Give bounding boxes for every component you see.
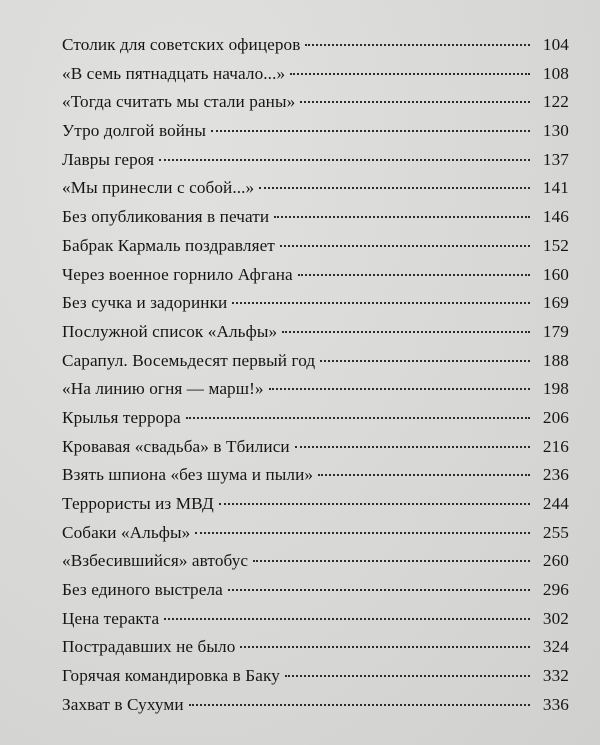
toc-entry-page: 236	[542, 465, 569, 485]
dot-leader	[290, 73, 530, 75]
dot-leader	[274, 216, 530, 218]
toc-entry-title: Цена теракта	[62, 608, 160, 628]
toc-entry-title: «На линию огня — марш!»	[62, 379, 264, 399]
dot-leader	[195, 532, 530, 534]
toc-entry	[62, 289, 569, 318]
toc-entry-page: 336	[542, 694, 569, 714]
toc-entry	[62, 633, 569, 662]
toc-entry-title: Столик для советских офицеров	[62, 35, 301, 54]
toc-entry-page: 302	[542, 608, 569, 628]
toc-entry	[62, 232, 569, 261]
table-of-contents	[62, 31, 569, 720]
dot-leader	[189, 704, 530, 706]
toc-entry-page: 332	[542, 666, 569, 686]
toc-entry-title: Кровавая «свадьба» в Тбилиси	[62, 436, 290, 456]
toc-entry-title: Горячая командировка в Баку	[62, 666, 280, 686]
toc-entry	[62, 605, 569, 634]
toc-entry-page: 255	[542, 522, 569, 542]
toc-entry-title: Захват в Сухуми	[62, 694, 184, 714]
toc-entry-title: Через военное горнило Афгана	[62, 264, 293, 284]
toc-entry-title: Взять шпиона «без шума и пыли»	[62, 465, 314, 485]
dot-leader	[285, 675, 530, 677]
dot-leader	[282, 331, 530, 333]
dot-leader	[300, 101, 530, 103]
toc-entry	[62, 347, 569, 376]
toc-entry-title: Без единого выстрела	[62, 580, 223, 600]
dot-leader	[159, 159, 530, 161]
toc-entry-title: Без опубликования в печати	[62, 207, 270, 227]
dot-leader	[259, 187, 530, 189]
toc-entry-page: 206	[542, 407, 569, 427]
toc-entry-page: 160	[542, 264, 569, 284]
toc-entry-page: 137	[542, 149, 569, 169]
dot-leader	[269, 388, 530, 390]
toc-entry-page: 169	[542, 293, 569, 313]
toc-entry-title: Послужной список «Альфы»	[62, 321, 278, 341]
toc-entry	[62, 691, 569, 720]
toc-entry-title: Без сучка и задоринки	[62, 293, 228, 313]
toc-entry-page: 188	[542, 350, 569, 370]
toc-entry-title: Утро долгой войны	[62, 121, 207, 141]
toc-entry	[62, 31, 569, 60]
toc-entry-title: Пострадавших не было	[62, 637, 236, 657]
toc-entry	[62, 547, 569, 576]
toc-entry	[62, 88, 569, 117]
toc-entry-title: Террористы из МВД	[62, 494, 214, 513]
dot-leader	[240, 646, 530, 648]
dot-leader	[228, 589, 530, 591]
toc-entry	[62, 433, 569, 462]
toc-entry-page: 152	[542, 235, 569, 255]
toc-entry-page: 122	[542, 92, 569, 112]
toc-entry	[62, 318, 569, 347]
toc-entry	[62, 576, 569, 605]
dot-leader	[186, 417, 530, 419]
toc-entry	[62, 146, 569, 175]
dot-leader	[295, 446, 530, 448]
toc-entry	[62, 404, 569, 433]
toc-entry-title: «Взбесившийся» автобус	[62, 551, 249, 571]
dot-leader	[280, 245, 530, 247]
dot-leader	[298, 274, 530, 276]
toc-entry-title: «В семь пятнадцать начало...»	[62, 63, 286, 83]
dot-leader	[318, 474, 530, 476]
toc-entry-page: 216	[542, 436, 569, 456]
toc-entry-page: 260	[542, 551, 569, 571]
toc-entry	[62, 461, 569, 490]
dot-leader	[305, 44, 530, 46]
toc-entry-title: «Тогда считать мы стали раны»	[62, 92, 296, 112]
toc-entry-page: 198	[542, 379, 569, 399]
toc-entry-page: 141	[542, 178, 569, 198]
dot-leader	[253, 560, 530, 562]
toc-entry	[62, 60, 569, 89]
toc-entry-page: 324	[542, 637, 569, 657]
toc-entry	[62, 519, 569, 548]
toc-entry-page: 130	[542, 121, 569, 141]
toc-entry-page: 179	[542, 321, 569, 341]
toc-entry-page: 104	[542, 35, 569, 54]
toc-entry	[62, 203, 569, 232]
toc-entry-title: Крылья террора	[62, 407, 181, 427]
dot-leader	[320, 360, 530, 362]
dot-leader	[232, 302, 530, 304]
toc-entry-page: 296	[542, 580, 569, 600]
dot-leader	[219, 503, 530, 505]
toc-entry-title: «Мы принесли с собой...»	[62, 178, 255, 198]
toc-entry	[62, 261, 569, 290]
toc-entry	[62, 662, 569, 691]
toc-entry-page: 108	[542, 63, 569, 83]
dot-leader	[164, 618, 530, 620]
toc-entry-title: Бабрак Кармаль поздравляет	[62, 235, 275, 255]
toc-entry-page: 146	[542, 207, 569, 227]
toc-entry	[62, 490, 569, 519]
dot-leader	[211, 130, 530, 132]
toc-entry-title: Собаки «Альфы»	[62, 522, 191, 542]
toc-entry-title: Сарапул. Восемьдесят первый год	[62, 350, 316, 370]
toc-entry	[62, 375, 569, 404]
toc-entry	[62, 117, 569, 146]
toc-entry	[62, 174, 569, 203]
toc-entry-page: 244	[542, 494, 569, 513]
toc-entry-title: Лавры героя	[62, 149, 155, 169]
